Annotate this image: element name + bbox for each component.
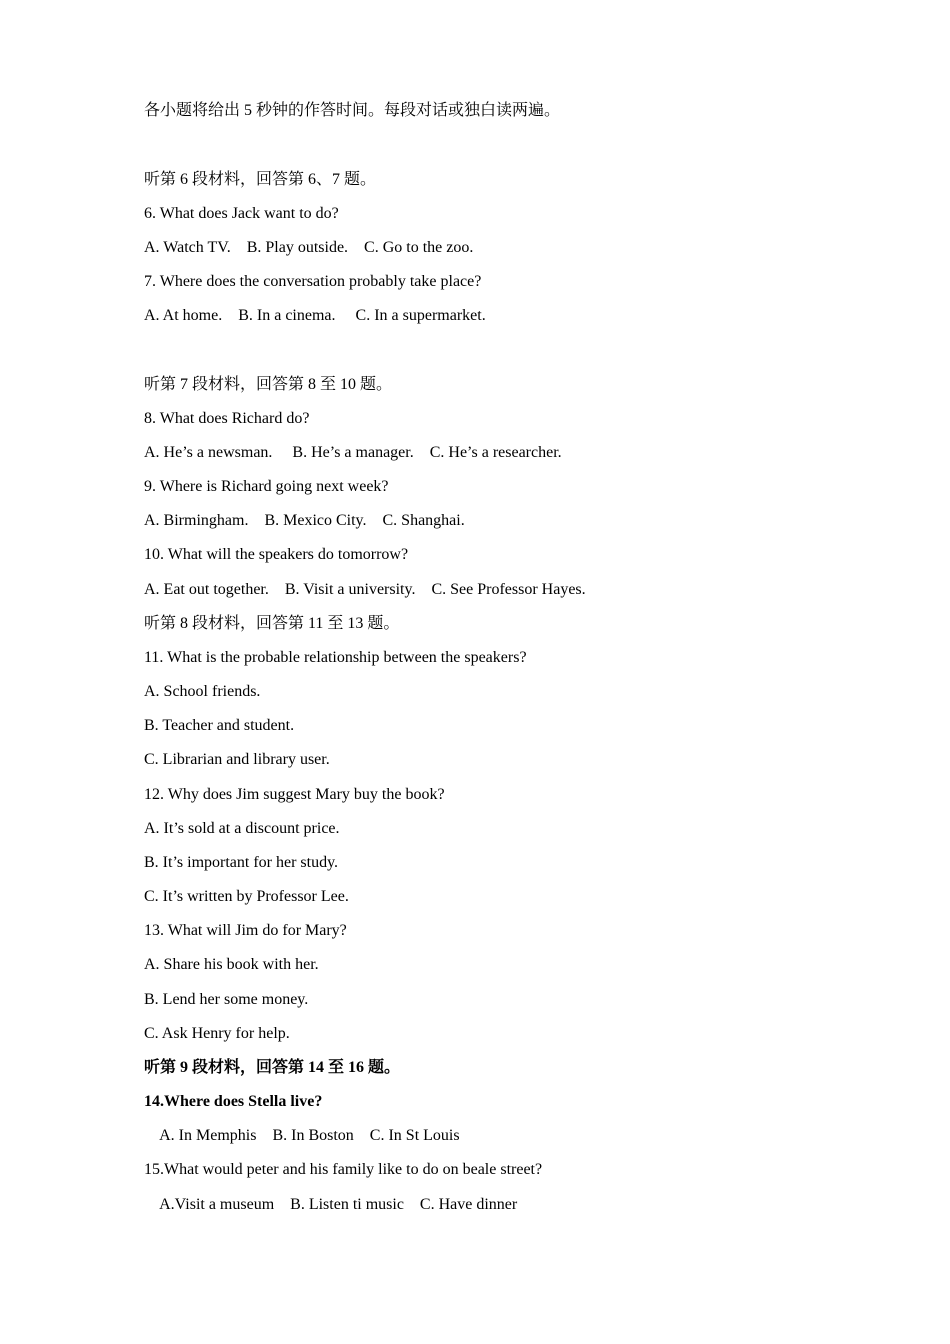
- question-11-option-a: A. School friends.: [144, 683, 261, 700]
- section-heading-7: 听第 7 段材料，回答第 8 至 10 题。: [144, 376, 393, 393]
- question-15-options: A.Visit a museum B. Listen ti music C. Have dinner: [144, 1196, 518, 1213]
- question-12-option-c: C. It’s written by Professor Lee.: [144, 888, 349, 905]
- question-13-option-c: C. Ask Henry for help.: [144, 1025, 290, 1042]
- question-9: 9. Where is Richard going next week?: [144, 478, 389, 495]
- question-13-option-a: A. Share his book with her.: [144, 956, 319, 973]
- question-6: 6. What does Jack want to do?: [144, 205, 339, 222]
- question-11: 11. What is the probable relationship between the speakers?: [144, 649, 527, 666]
- section-heading-6: 听第 6 段材料，回答第 6、7 题。: [144, 171, 377, 188]
- question-8-options: A. He’s a newsman. B. He’s a manager. C. He’s a researcher.: [144, 444, 562, 461]
- section-heading-8: 听第 8 段材料，回答第 11 至 13 题。: [144, 615, 400, 632]
- question-7-options: A. At home. B. In a cinema. C. In a supermarket.: [144, 307, 486, 324]
- question-8: 8. What does Richard do?: [144, 410, 310, 427]
- question-10-options: A. Eat out together. B. Visit a university. C. See Professor Hayes.: [144, 581, 586, 598]
- question-12-option-b: B. It’s important for her study.: [144, 854, 339, 871]
- question-11-option-c: C. Librarian and library user.: [144, 751, 330, 768]
- question-10: 10. What will the speakers do tomorrow?: [144, 546, 409, 563]
- question-12-option-a: A. It’s sold at a discount price.: [144, 820, 340, 837]
- question-15: 15.What would peter and his family like to do on beale street?: [144, 1161, 543, 1178]
- section-heading-9: 听第 9 段材料，回答第 14 至 16 题。: [144, 1059, 401, 1076]
- question-11-option-b: B. Teacher and student.: [144, 717, 295, 734]
- question-7: 7. Where does the conversation probably take place?: [144, 273, 482, 290]
- question-12: 12. Why does Jim suggest Mary buy the book?: [144, 786, 445, 803]
- question-14-options: A. In Memphis B. In Boston C. In St Louis: [144, 1127, 460, 1144]
- question-13-option-b: B. Lend her some money.: [144, 991, 309, 1008]
- question-6-options: A. Watch TV. B. Play outside. C. Go to the zoo.: [144, 239, 474, 256]
- question-14: 14.Where does Stella live?: [144, 1093, 323, 1110]
- question-9-options: A. Birmingham. B. Mexico City. C. Shanghai.: [144, 512, 465, 529]
- question-13: 13. What will Jim do for Mary?: [144, 922, 347, 939]
- instruction-text: 各小题将给出 5 秒钟的作答时间。每段对话或独白读两遍。: [144, 102, 561, 119]
